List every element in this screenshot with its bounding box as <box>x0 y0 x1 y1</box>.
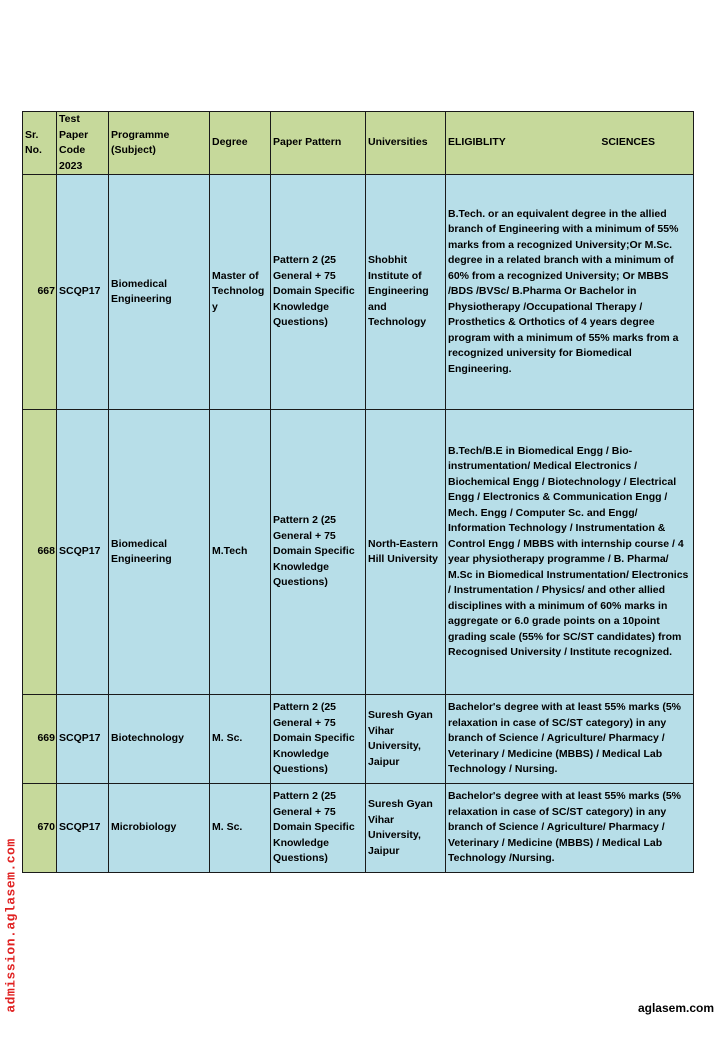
header-eligibility <box>446 112 694 175</box>
header-universities: Universities <box>366 112 446 175</box>
header-row <box>23 112 694 175</box>
programme-cell: Biomedical Engineering <box>109 175 210 410</box>
header-test-paper-code: Test Paper Code 2023 <box>57 112 109 175</box>
code-cell: SCQP17 <box>57 784 109 873</box>
programme-cell: Microbiology <box>109 784 210 873</box>
pattern-cell: Pattern 2 (25 General + 75 Domain Specific Knowledge Questions) <box>271 695 366 784</box>
table-row <box>23 175 694 410</box>
code-cell: SCQP17 <box>57 175 109 410</box>
table-row <box>23 695 694 784</box>
sr-no-cell: 668 <box>23 410 57 695</box>
degree-cell: Master of Technology <box>210 175 271 410</box>
degree-cell: M. Sc. <box>210 784 271 873</box>
header-sr-no: Sr. No. <box>23 112 57 175</box>
sr-no-cell: 667 <box>23 175 57 410</box>
pattern-cell: Pattern 2 (25 General + 75 Domain Specific Knowledge Questions) <box>271 175 366 410</box>
side-watermark: admission.aglasem.com <box>3 838 19 1013</box>
table-row <box>23 410 694 695</box>
code-cell: SCQP17 <box>57 695 109 784</box>
eligibility-cell: B.Tech/B.E in Biomedical Engg / Bio-instrumentation/ Medical Electronics / Biochemical Engg / Biotechnology / Electrical Engg / Electronics & Communication Engg / Mech. Engg / Computer Sc. and Engg/ Information Technology / Instrumentation & Control Engg / MBBS with internship course / 4 year physiotherapy programme / B. Pharma/ M.Sc in Biomedical Instrumentation/ Electronics / Instrumentation / Physics/ and other allied disciplines with a minimum of 60% marks in aggregate or 6.0 grade points on a 10point grading scale (55% for SC/ST candidates) from Recognised University / Institute recognized. <box>446 410 694 695</box>
university-cell: Suresh Gyan Vihar University, Jaipur <box>366 784 446 873</box>
code-cell: SCQP17 <box>57 410 109 695</box>
degree-cell: M. Sc. <box>210 695 271 784</box>
sr-no-cell: 670 <box>23 784 57 873</box>
eligibility-table <box>22 111 694 873</box>
university-cell: Shobhit Institute of Engineering and Technology <box>366 175 446 410</box>
corner-watermark: aglasem.com <box>637 1001 714 1015</box>
programme-cell: Biomedical Engineering <box>109 410 210 695</box>
table-row <box>23 784 694 873</box>
sr-no-cell: 669 <box>23 695 57 784</box>
header-degree: Degree <box>210 112 271 175</box>
pattern-cell: Pattern 2 (25 General + 75 Domain Specific Knowledge Questions) <box>271 410 366 695</box>
eligibility-cell: Bachelor's degree with at least 55% marks (5% relaxation in case of SC/ST category) in any branch of Science / Agriculture/ Pharmacy / Veterinary / Medicine (MBBS) / Medical Lab Technology / Nursing. <box>446 695 694 784</box>
degree-cell: M.Tech <box>210 410 271 695</box>
pattern-cell: Pattern 2 (25 General + 75 Domain Specific Knowledge Questions) <box>271 784 366 873</box>
header-programme: Programme (Subject) <box>109 112 210 175</box>
header-paper-pattern: Paper Pattern <box>271 112 366 175</box>
eligibility-cell: B.Tech. or an equivalent degree in the allied branch of Engineering with a minimum of 55% marks from a recognized University;Or M.Sc. degree in a related branch with a minimum of 60% from a recognized University; Or MBBS /BDS /BVSc/ B.Pharma Or Bachelor in Physiotherapy /Occupational Therapy / Prosthetics & Orthotics of 4 years degree program with a minimum of 55% marks from a recognized university for Biomedical Engineering. <box>446 175 694 410</box>
eligibility-cell: Bachelor's degree with at least 55% marks (5% relaxation in case of SC/ST category) in any branch of Science / Agriculture/ Pharmacy / Veterinary / Medicine (MBBS) / Medical Lab Technology /Nursing. <box>446 784 694 873</box>
university-cell: Suresh Gyan Vihar University, Jaipur <box>366 695 446 784</box>
header-eligibility-label: ELIGIBLITY <box>448 136 506 149</box>
programme-cell: Biotechnology <box>109 695 210 784</box>
header-section-label: SCIENCES <box>601 136 655 149</box>
university-cell: North-Eastern Hill University <box>366 410 446 695</box>
